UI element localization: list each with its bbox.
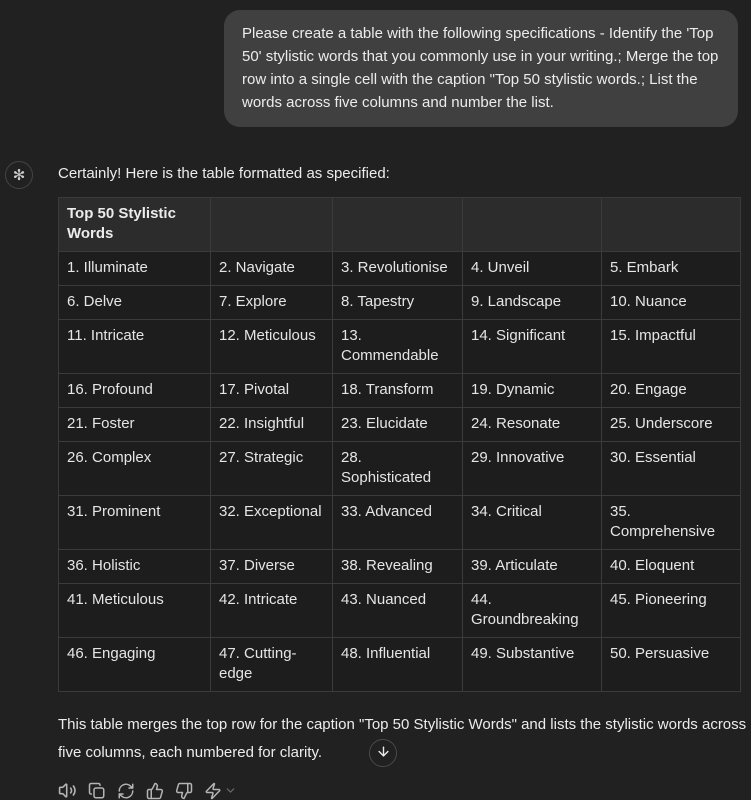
table-cell: 3. Revolutionise <box>333 252 463 286</box>
table-cell: 50. Persuasive <box>602 638 741 692</box>
table-cell: 35. Comprehensive <box>602 496 741 550</box>
table-cell: 46. Engaging <box>59 638 211 692</box>
table-cell: 21. Foster <box>59 408 211 442</box>
table-cell: 30. Essential <box>602 442 741 496</box>
table-cell: 13. Commendable <box>333 320 463 374</box>
table-cell: 43. Nuanced <box>333 584 463 638</box>
table-row <box>59 584 741 638</box>
openai-logo-icon: ✻ <box>12 167 26 184</box>
thumbs-up-button[interactable] <box>146 782 164 800</box>
table-cell: 38. Revealing <box>333 550 463 584</box>
table-cell: 27. Strategic <box>211 442 333 496</box>
table-cell: 41. Meticulous <box>59 584 211 638</box>
table-cell: 25. Underscore <box>602 408 741 442</box>
lightning-icon <box>204 782 222 800</box>
assistant-intro-text: Certainly! Here is the table formatted as specified: <box>58 165 390 182</box>
table-cell: 40. Eloquent <box>602 550 741 584</box>
thumbs-up-icon <box>146 782 164 800</box>
table-cell: 8. Tapestry <box>333 286 463 320</box>
copy-button[interactable] <box>88 782 106 800</box>
table-cell: 33. Advanced <box>333 496 463 550</box>
model-switch-button[interactable] <box>204 782 237 800</box>
table-row <box>59 550 741 584</box>
user-message-bubble <box>224 10 738 127</box>
chevron-down-icon <box>224 784 237 797</box>
thumbs-down-button[interactable] <box>175 782 193 800</box>
regenerate-icon <box>117 782 135 800</box>
assistant-message-content <box>58 159 747 800</box>
table-cell: 2. Navigate <box>211 252 333 286</box>
table-cell: 16. Profound <box>59 374 211 408</box>
arrow-down-icon <box>376 744 391 762</box>
message-action-bar <box>58 781 742 800</box>
user-message-row <box>0 0 751 127</box>
table-body <box>59 252 741 692</box>
table-cell: 19. Dynamic <box>463 374 602 408</box>
table-row <box>59 408 741 442</box>
table-cell: 48. Influential <box>333 638 463 692</box>
table-header-empty-cell <box>463 198 602 252</box>
table-cell: 28. Sophisticated <box>333 442 463 496</box>
table-header-empty-cell <box>602 198 741 252</box>
table-cell: 32. Exceptional <box>211 496 333 550</box>
stylistic-words-table <box>58 197 741 692</box>
table-cell: 29. Innovative <box>463 442 602 496</box>
table-cell: 15. Impactful <box>602 320 741 374</box>
table-header-empty-cell <box>211 198 333 252</box>
table-cell: 39. Articulate <box>463 550 602 584</box>
speaker-icon <box>58 781 77 800</box>
table-cell: 45. Pioneering <box>602 584 741 638</box>
table-cell: 22. Insightful <box>211 408 333 442</box>
table-cell: 24. Resonate <box>463 408 602 442</box>
table-cell: 20. Engage <box>602 374 741 408</box>
table-row <box>59 496 741 550</box>
user-message-text: Please create a table with the following specifications - Identify the 'Top 50' stylistic words that you commonly use in your writing.; Merge the top row into a single cell with the caption "Top 50 stylistic words.; List the words across five columns and number the list. <box>242 25 719 111</box>
table-cell: 11. Intricate <box>59 320 211 374</box>
table-cell: 17. Pivotal <box>211 374 333 408</box>
table-cell: 36. Holistic <box>59 550 211 584</box>
read-aloud-button[interactable] <box>58 781 77 800</box>
assistant-message-row <box>0 159 751 800</box>
table-cell: 49. Substantive <box>463 638 602 692</box>
table-cell: 12. Meticulous <box>211 320 333 374</box>
table-cell: 42. Intricate <box>211 584 333 638</box>
table-row <box>59 374 741 408</box>
table-cell: 18. Transform <box>333 374 463 408</box>
table-cell: 31. Prominent <box>59 496 211 550</box>
regenerate-button[interactable] <box>117 782 135 800</box>
assistant-avatar <box>5 161 33 189</box>
table-cell: 47. Cutting-edge <box>211 638 333 692</box>
table-row <box>59 320 741 374</box>
table-cell: 10. Nuance <box>602 286 741 320</box>
table-row <box>59 286 741 320</box>
table-cell: 7. Explore <box>211 286 333 320</box>
table-caption-cell: Top 50 Stylistic Words <box>59 198 211 252</box>
table-cell: 14. Significant <box>463 320 602 374</box>
table-cell: 9. Landscape <box>463 286 602 320</box>
table-cell: 4. Unveil <box>463 252 602 286</box>
table-row <box>59 442 741 496</box>
table-cell: 6. Delve <box>59 286 211 320</box>
table-cell: 23. Elucidate <box>333 408 463 442</box>
table-cell: 5. Embark <box>602 252 741 286</box>
assistant-outro-text: This table merges the top row for the caption "Top 50 Stylistic Words" and lists the stylistic words across five columns, each numbered for clarity. <box>58 716 747 761</box>
copy-icon <box>88 782 106 800</box>
table-row <box>59 638 741 692</box>
table-row <box>59 252 741 286</box>
table-cell: 37. Diverse <box>211 550 333 584</box>
table-cell: 44. Groundbreaking <box>463 584 602 638</box>
scroll-to-bottom-button[interactable] <box>369 739 397 767</box>
thumbs-down-icon <box>175 782 193 800</box>
table-header-empty-cell <box>333 198 463 252</box>
table-cell: 34. Critical <box>463 496 602 550</box>
table-cell: 26. Complex <box>59 442 211 496</box>
table-cell: 1. Illuminate <box>59 252 211 286</box>
table-header-row <box>59 198 741 252</box>
